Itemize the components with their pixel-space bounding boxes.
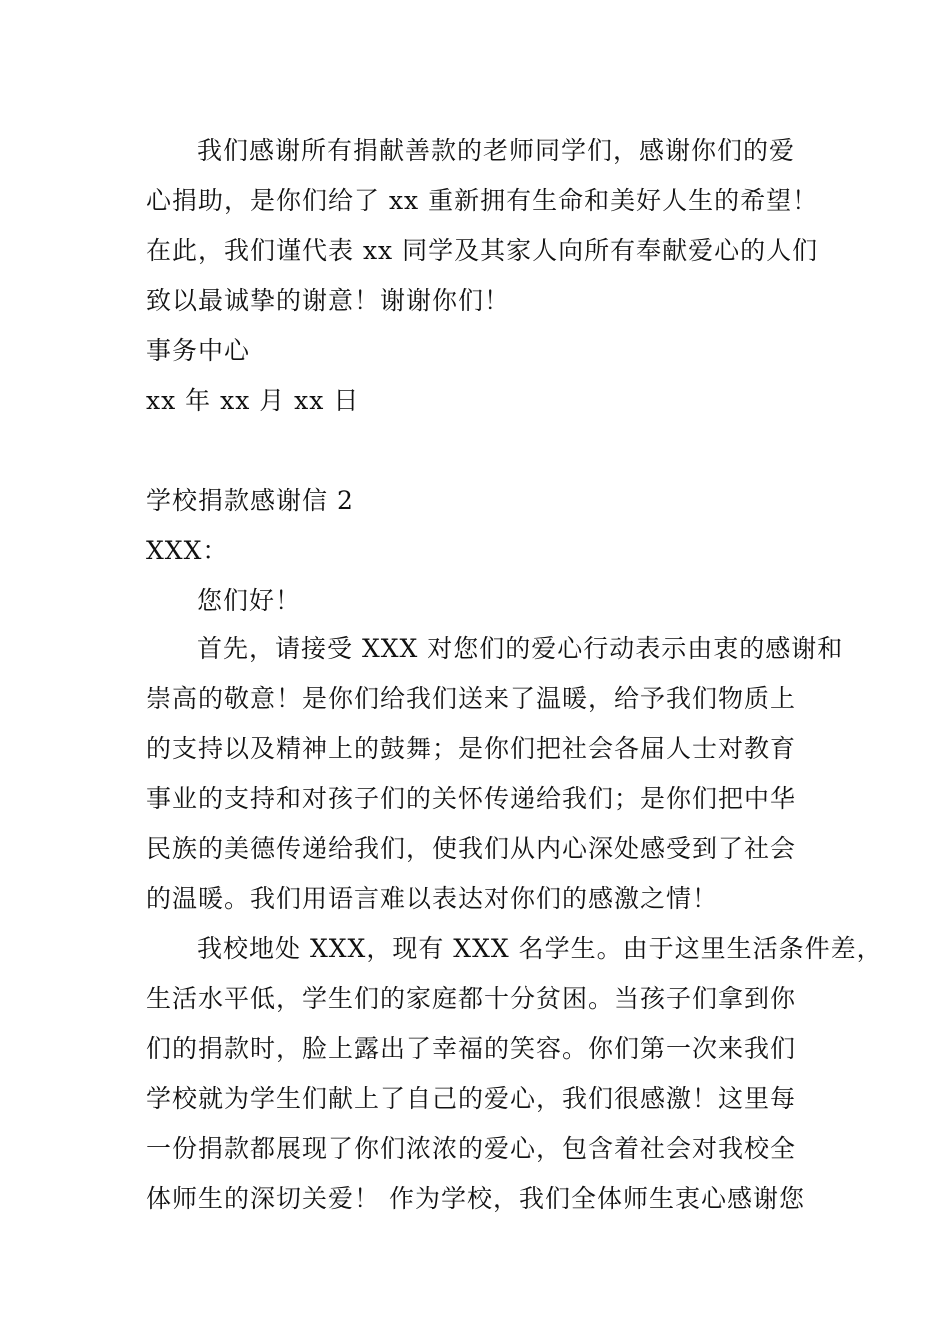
paragraph-line: 首先，请接受 XXX 对您们的爱心行动表示由衷的感谢和: [197, 634, 844, 663]
paragraph-line: 一份捐款都展现了你们浓浓的爱心，包含着社会对我校全: [146, 1134, 797, 1163]
paragraph-line: 体师生的深切关爱！ 作为学校，我们全体师生衷心感谢您: [146, 1184, 805, 1213]
paragraph-line: 崇高的敬意！是你们给我们送来了温暖，给予我们物质上: [146, 684, 797, 713]
paragraph-line: 事业的支持和对孩子们的关怀传递给我们；是你们把中华: [146, 784, 797, 813]
paragraph-line: 们的捐款时，脸上露出了幸福的笑容。你们第一次来我们: [146, 1034, 797, 1063]
paragraph-line: 我校地处 XXX，现有 XXX 名学生。由于这里生活条件差，: [197, 934, 883, 963]
paragraph-line: 致以最诚挚的谢意！谢谢你们！: [146, 286, 511, 315]
paragraph-line: 生活水平低，学生们的家庭都十分贫困。当孩子们拿到你: [146, 984, 797, 1013]
signature: 事务中心: [146, 336, 251, 365]
paragraph-line: 在此，我们谨代表 xx 同学及其家人向所有奉献爱心的人们: [146, 236, 819, 265]
paragraph-line: 的温暖。我们用语言难以表达对你们的感激之情！: [146, 884, 719, 913]
paragraph-line: 民族的美德传递给我们，使我们从内心深处感受到了社会: [146, 834, 797, 863]
letter-title: 学校捐款感谢信 2: [146, 486, 354, 515]
paragraph-line: 心捐助，是你们给了 xx 重新拥有生命和美好人生的希望！: [146, 186, 819, 215]
paragraph-line: 我们感谢所有捐献善款的老师同学们，感谢你们的爱: [197, 136, 796, 165]
date: xx 年 xx 月 xx 日: [146, 386, 360, 415]
paragraph-line: 学校就为学生们献上了自己的爱心，我们很感激！这里每: [146, 1084, 797, 1113]
paragraph-line: 的支持以及精神上的鼓舞；是你们把社会各届人士对教育: [146, 734, 797, 763]
salutation: XXX：: [146, 536, 229, 565]
greeting: 您们好！: [197, 586, 302, 615]
